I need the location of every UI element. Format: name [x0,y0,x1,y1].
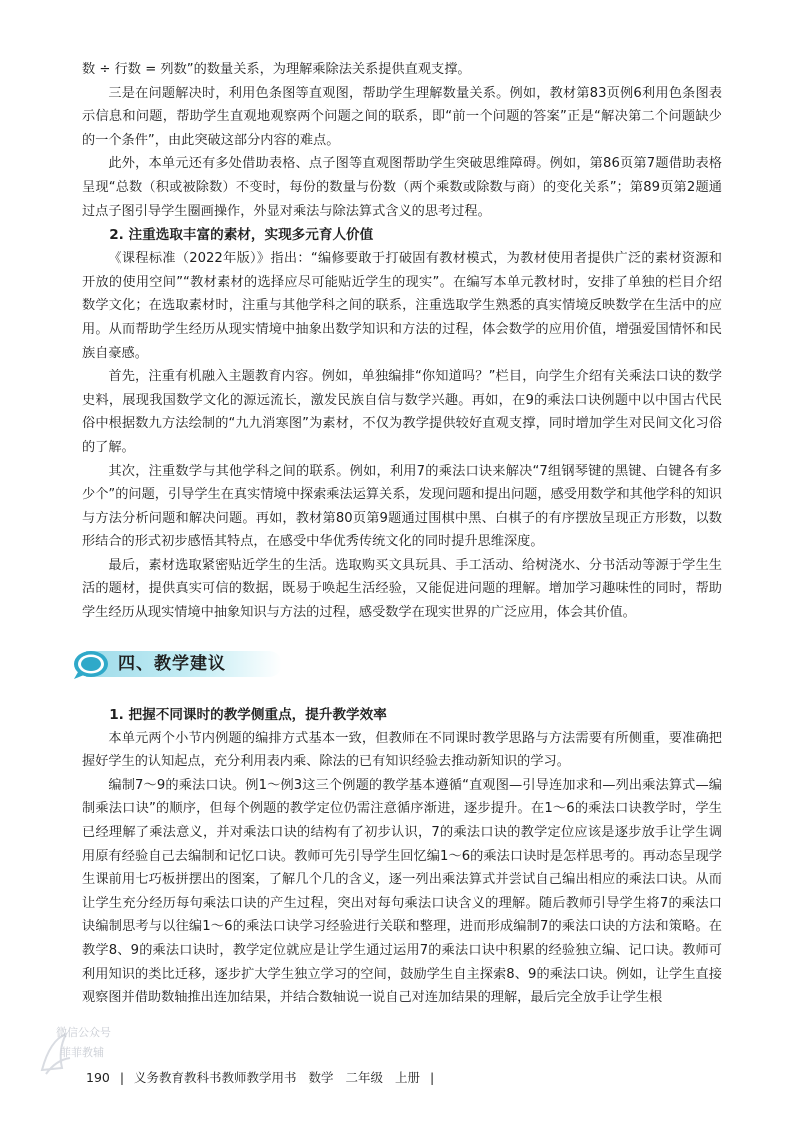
footer-divider-end: | [430,1070,435,1085]
intro-paragraph-2: 三是在问题解决时，利用色条图等直观图，帮助学生理解数量关系。例如，教材第83页例6利用色条图表示信息和问题，帮助学生直观地观察两个问题之间的联系，即“前一个问题的答案”正是“解决第二个问题缺少的一个条件”，由此突破这部分内容的难点。 [82,85,722,148]
watermark-line-1: 微信公众号 [56,1026,111,1039]
section-4-paragraph-2: 编制7～9的乘法口诀。例1～例3这三个例题的教学基本遵循“直观图—引导连加求和—列出乘法算式—编制乘法口诀”的顺序，但每个例题的教学定位仍需注意循序渐进，逐步提升。在1～6的乘法口诀教学时，学生已经理解了乘法意义，并对乘法口诀的结构有了初步认识，7的乘法口诀的教学定位应该是逐步放手让学生调用原有经验自己去编制和记忆口诀。教师可先引导学生回忆编1～6的乘法口诀时是怎样思考的。再动态呈现学生课前用七巧板拼摆出的图案，了解几个几的含义，逐一列出乘法算式并尝试自己编出相应的乘法口诀。从而让学生充分经历每句乘法口诀的产生过程，突出对每句乘法口诀含义的理解。随后教师引导学生将7的乘法口诀编制思考与以往编1～6的乘法口诀学习经验进行关联和整理，进而形成编制7的乘法口诀的方法和策略。在教学8、9的乘法口诀时，教学定位就应是让学生通过运用7的乘法口诀中积累的经验独立编、记口诀。教师可利用知识的类比迁移，逐步扩大学生独立学习的空间，鼓励学生自主探索8、9的乘法口诀。例如，让学生直接观察图并借助数轴推出连加结果，并结合数轴说一说自己对连加结果的理解，最后完全放手让学生根 [82,777,722,1006]
grade: 二年级 [345,1070,384,1085]
subject: 数学 [308,1070,334,1085]
section-4-paragraph-1: 本单元两个小节内例题的编排方式基本一致，但教师在不同课时教学思路与方法需要有所侧重，要准确把握好学生的认知起点，充分利用表内乘、除法的已有知识经验去推动新知识的学习。 [82,730,722,770]
subsection-2-heading: 2. 注重选取丰富的素材，实现多元育人价值 [109,227,374,244]
subsection-2-paragraph-3: 其次，注重数学与其他学科之间的联系。例如，利用7的乘法口诀来解决“7组钢琴键的黑键、白键各有多少个”的问题，引导学生在真实情境中探索乘法运算关系，发现问题和提出问题，感受用数学和其他学科的知识与方法分析问题和解决问题。再如，教材第80页第9题通过围棋中黑、白棋子的有序摆放呈现正方形数，以数形结合的形式初步感悟其特点，在感受中华优秀传统文化的同时提升思维深度。 [82,463,722,550]
speech-bubble-icon [72,648,112,680]
page-footer [86,1068,440,1086]
volume: 上册 [395,1070,421,1085]
subsection-2-paragraph-1: 《课程标准（2022年版）》指出：“编修要敢于打破固有教材模式，为教材使用者提供广泛的素材资源和开放的使用空间”“教材素材的选择应尽可能贴近学生的现实”。在编写本单元教材时，安排了单独的栏目介绍数学文化；在选取素材时，注重与其他学科之间的联系，注重选取学生熟悉的真实情境反映数学在生活中的应用。从而帮助学生经历从现实情境中抽象出数学知识和方法的过程，体会数学的应用价值，增强爱国情怀和民族自豪感。 [82,251,722,361]
subsection-2-paragraph-4: 最后，素材选取紧密贴近学生的生活。选取购买文具玩具、手工活动、给树浇水、分书活动等源于学生生活的题材，提供真实可信的数据，既易于唤起生活经验，又能促进问题的理解。增加学习趣味性的同时，帮助学生经历从现实情境中抽象知识与方法的过程，感受数学在现实世界的广泛应用，体会其价值。 [82,557,722,621]
section-4-title: 四、教学建议 [118,653,226,674]
intro-paragraph-1: 数 ÷ 行数 = 列数”的数量关系，为理解乘除法关系提供直观支撑。 [82,62,471,77]
footer-divider: | [119,1070,125,1085]
intro-paragraph-3: 此外，本单元还有多处借助表格、点子图等直观图帮助学生突破思维障碍。例如，第86页第7题借助表格呈现“总数（积或被除数）不变时，每份的数量与份数（两个乘数或除数与商）的变化关系”；第89页第2题通过点子图引导学生圈画操作，外显对乘法与除法算式含义的思考过程。 [82,156,722,219]
section-4-banner [72,647,282,681]
section-4-subsection-1-heading: 1. 把握不同课时的教学侧重点，提升教学效率 [109,706,387,723]
book-title: 义务教育教科书教师教学用书 [134,1070,297,1085]
page-content [82,58,722,1010]
subsection-2-paragraph-2: 首先，注重有机融入主题教育内容。例如，单独编排“你知道吗？”栏目，向学生介绍有关乘法口诀的数学史料，展现我国数学文化的源远流长，激发民族自信与数学兴趣。再如，在9的乘法口诀例题中以中国古代民俗中根据数九方法绘制的“九九消寒图”为素材，不仅为教学提供较好直观支撑，同时增加学生对民间文化习俗的了解。 [82,369,722,455]
page-number: 190 [86,1070,110,1085]
watermark-line-2: 菲菲教辅 [60,1046,104,1059]
